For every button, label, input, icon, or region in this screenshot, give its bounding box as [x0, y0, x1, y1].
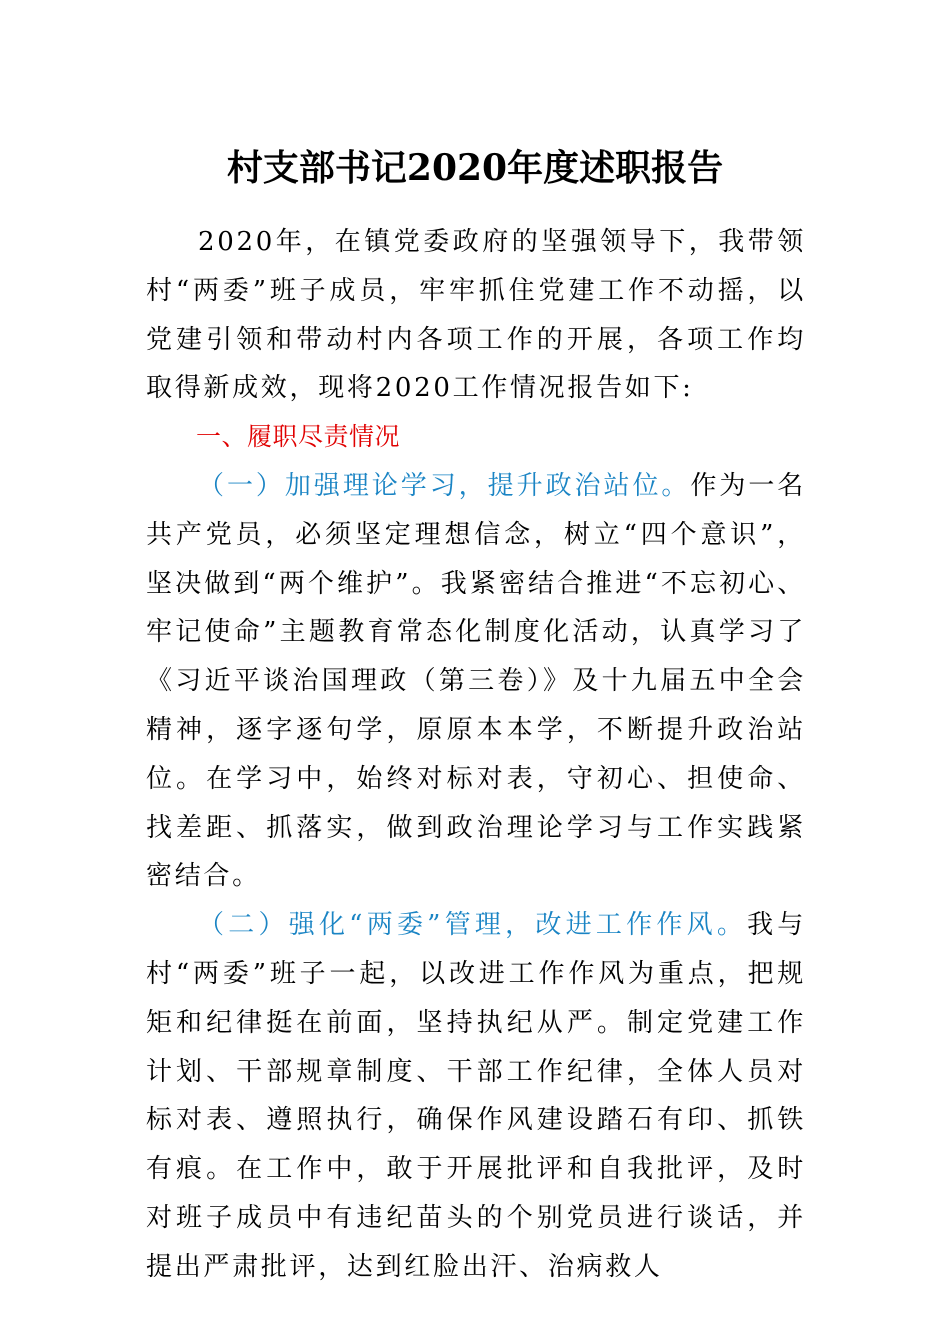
- intro-paragraph: 2020年，在镇党委政府的坚强领导下，我带领村“两委”班子成员，牢牢抓住党建工作不动摇，以党建引领和带动村内各项工作的开展，各项工作均取得新成效，现将2020工作情况报告如下:: [146, 227, 806, 404]
- document-title: 村支部书记2020年度述职报告: [226, 147, 724, 189]
- section-heading: 一、履职尽责情况: [196, 422, 401, 452]
- paragraph-2-text: 我与村“两委”班子一起，以改进工作作风为重点，把规矩和纪律挺在前面，坚持执纪从严。制定党建工作计划、干部规章制度、干部工作纪律，全体人员对标对表、遵照执行，确保作风建设踏石有印、抓铁有痕。在工作中，敢于开展批评和自我批评，及时对班子成员中有违纪苗头的个别党员进行谈话，并提出严肃批评，达到红脸出汗、治病救人: [146, 910, 806, 1282]
- paragraph-1-subheading: （一）加强理论学习，提升政治站位。: [198, 470, 691, 501]
- document-body: [146, 218, 806, 1292]
- paragraph-1-text: 作为一名共产党员，必须坚定理想信念，树立“四个意识”，坚决做到“两个维护”。我紧密结合推进“不忘初心、牢记使命”主题教育常态化制度化活动，认真学习了《习近平谈治国理政（第三卷）》及十九届五中全会精神，逐字逐句学，原原本本学，不断提升政治站位。在学习中，始终对标对表，守初心、担使命、找差距、抓落实，做到政治理论学习与工作实践紧密结合。: [146, 470, 806, 892]
- paragraph-2-subheading: （二）强化“两委”管理，改进工作作风。: [198, 910, 748, 941]
- paragraph-2: [146, 901, 806, 1291]
- paragraph-1: [146, 462, 806, 901]
